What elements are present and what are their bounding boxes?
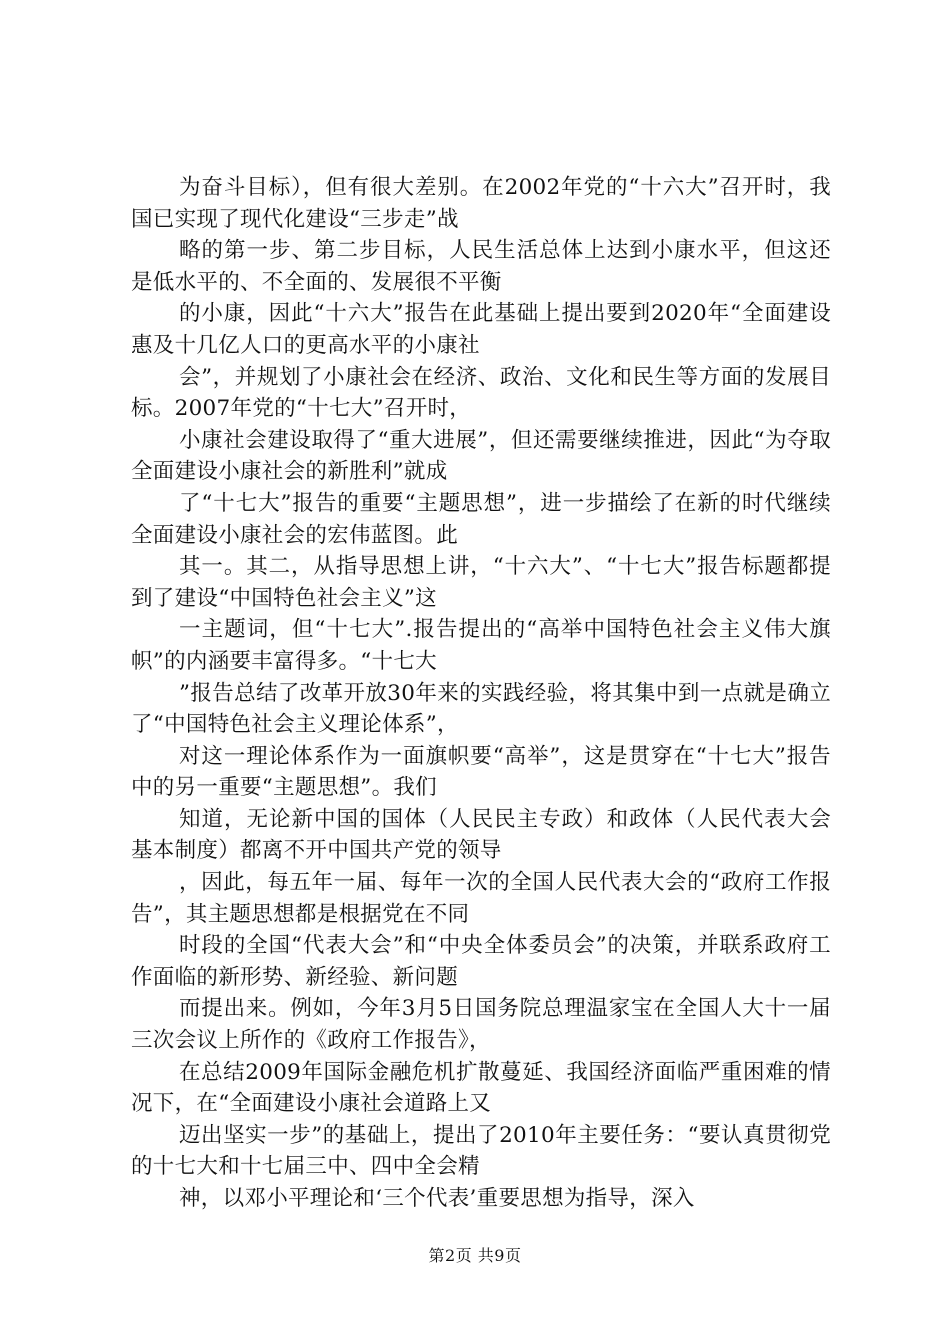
paragraph: 会”，并规划了小康社会在经济、政治、文化和民生等方面的发展目标。2007年党的“十七大”召开时， xyxy=(131,364,831,422)
paragraph: 略的第一步、第二步目标，人民生活总体上达到小康水平，但这还是低水平的、不全面的、发展很不平衡 xyxy=(131,238,831,295)
paragraph: ，因此，每五年一届、每年一次的全国人民代表大会的“政府工作报告”，其主题思想都是根据党在不同 xyxy=(131,870,831,927)
paragraph: 一主题词，但“十七大”.报告提出的“高举中国特色社会主义伟大旗帜”的内涵要丰富得多。“十七大 xyxy=(131,617,831,674)
paragraph: 而提出来。例如，今年3月5日国务院总理温家宝在全国人大十一届三次会议上所作的《政府工作报告》， xyxy=(131,996,831,1054)
paragraph: 知道，无论新中国的国体（人民民主专政）和政体（人民代表大会基本制度）都离不开中国共产党的领导 xyxy=(131,806,831,864)
paragraph: 了“十七大”报告的重要“主题思想”，进一步描绘了在新的时代继续全面建设小康社会的宏伟蓝图。此 xyxy=(131,490,831,548)
paragraph: 迈出坚实一步”的基础上，提出了2010年主要任务：“要认真贯彻党的十七大和十七届三中、四中全会精 xyxy=(131,1122,831,1180)
paragraph: 的小康，因此“十六大”报告在此基础上提出要到2020年“全面建设惠及十几亿人口的更高水平的小康社 xyxy=(131,301,831,358)
paragraph: 时段的全国“代表大会”和“中央全体委员会”的决策，并联系政府工作面临的新形势、新经验、新问题 xyxy=(131,933,831,990)
page-number-footer: 第2页 共9页 xyxy=(428,1246,522,1265)
paragraph: 对这一理论体系作为一面旗帜要“高举”，这是贯穿在“十七大”报告中的另一重要“主题思想”。我们 xyxy=(131,743,831,801)
paragraph: ”报告总结了改革开放30年来的实践经验，将其集中到一点就是确立了“中国特色社会主义理论体系”， xyxy=(131,680,831,738)
paragraph: 在总结2009年国际金融危机扩散蔓延、我国经济面临严重困难的情况下，在“全面建设小康社会道路上又 xyxy=(131,1059,831,1117)
body-text xyxy=(131,172,831,1215)
paragraph: 为奋斗目标），但有很大差别。在2002年党的“十六大”召开时，我国已实现了现代化建设“三步走”战 xyxy=(131,175,831,232)
paragraph: 其一。其二，从指导思想上讲，“十六大”、“十七大”报告标题都提到了建设“中国特色社会主义”这 xyxy=(131,554,831,611)
paragraph: 小康社会建设取得了“重大进展”，但还需要继续推进，因此“为夺取全面建设小康社会的新胜利”就成 xyxy=(131,427,831,485)
paragraph: 神，以邓小平理论和‘三个代表’重要思想为指导，深入 xyxy=(179,1186,695,1211)
